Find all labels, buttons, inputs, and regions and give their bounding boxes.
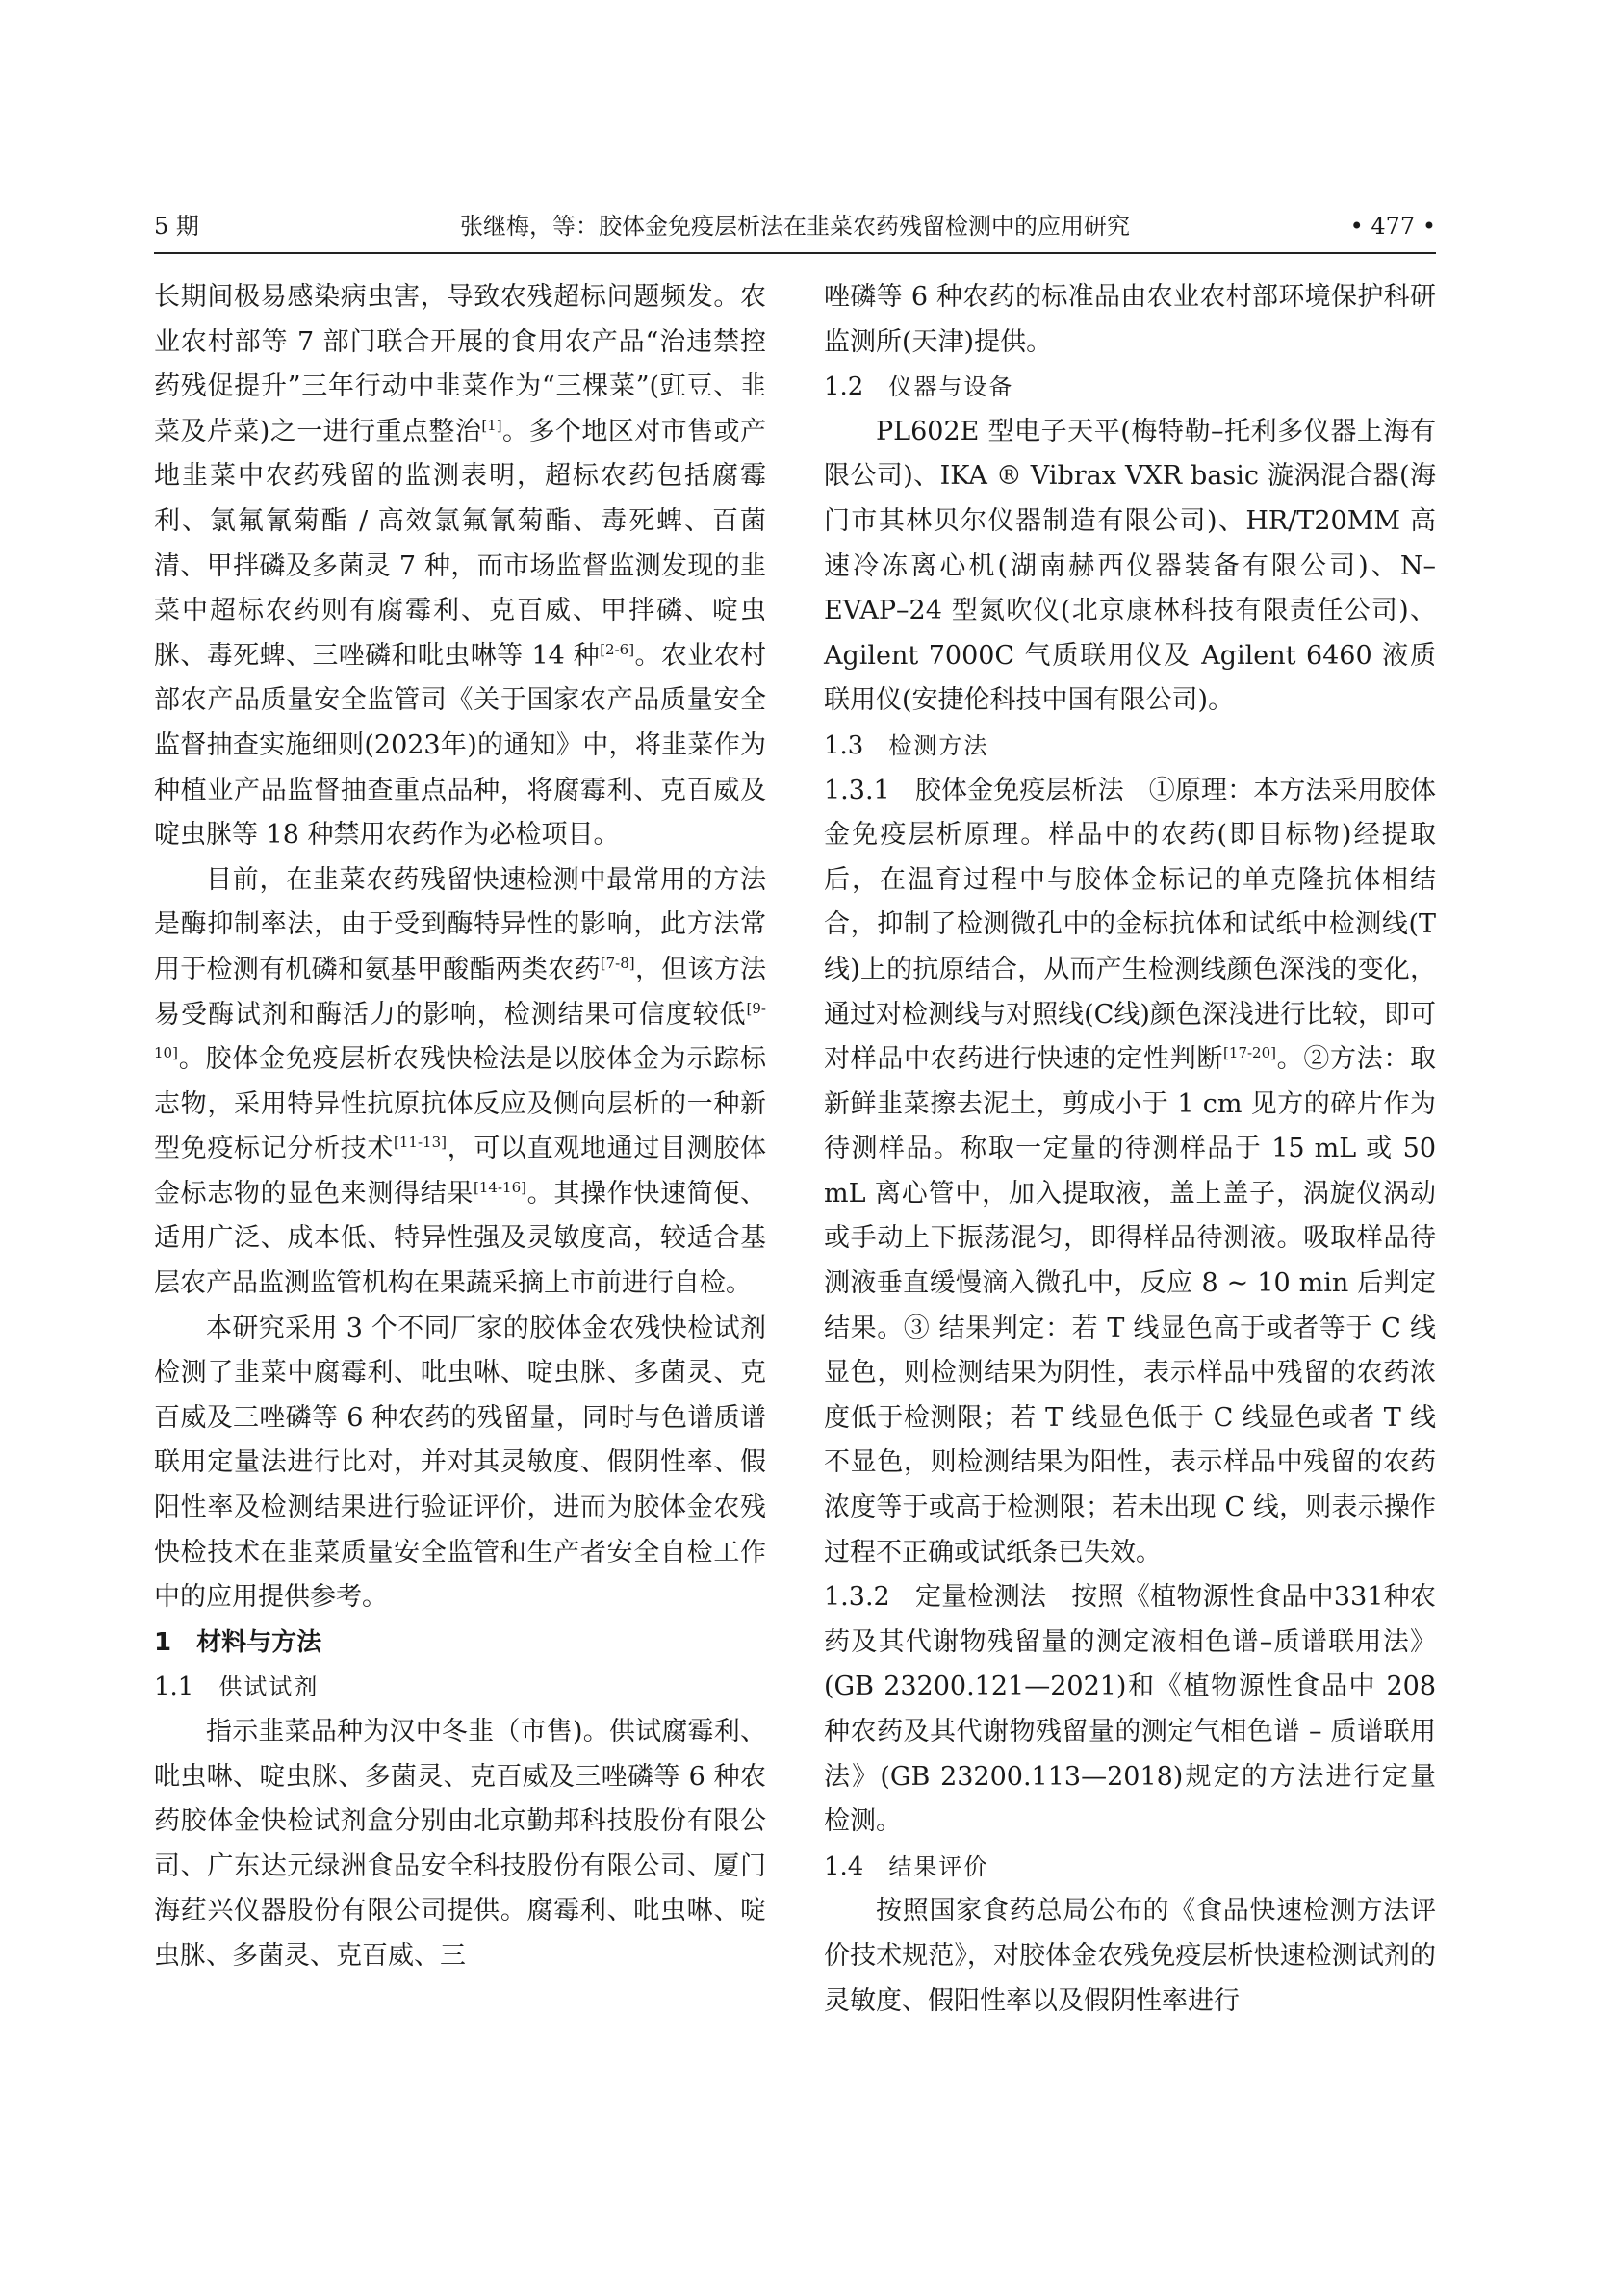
citation[interactable]: [14-16] [474, 1178, 526, 1196]
subsection-heading: 1.1 供试试剂 [154, 1672, 320, 1702]
page-number: • 477 • [1349, 213, 1436, 240]
section-heading: 1 材料与方法 [154, 1627, 322, 1657]
subsubsection-number: 1.3.1 [824, 775, 890, 805]
right-column [824, 275, 1436, 2024]
header-rule [154, 252, 1436, 254]
citation[interactable]: [9-10] [154, 999, 766, 1062]
subsubsection-number: 1.3.2 [824, 1582, 890, 1613]
paragraph: 目前，在韭菜农药残留快速检测中最常用的方法是酶抑制率法，由于受到酶特异性的影响，此方法常用于检测有机磷和氨基甲酸酯两类农药[7-8]，但该方法易受酶试剂和酶活力的影响，检测结果可信度较低[9-10]。胶体金免疫层析农残快检法是以胶体金为示踪标志物，采用特异性抗原抗体反应及侧向层析的一种新型免疫标记分析技术[11-13]，可以直观地通过目测胶体金标志物的显色来测得结果[14-16]。其操作快速简便、适用广泛、成本低、特异性强及灵敏度高，较适合基层农产品监测监管机构在果蔬采摘上市前进行自检。 [154, 864, 767, 1299]
paragraph: 1.3.2 定量检测法 按照《植物源性食品中331种农药及其代谢物残留量的测定液相色谱–质谱联用法》(GB 23200.121—2021)和《植物源性食品中 208 种农药及其代谢物残留量的测定气相色谱 – 质谱联用法》(GB 23200.113—2018)规定的方法进行定量检测。 [824, 1582, 1436, 1837]
citation[interactable]: [1] [481, 416, 502, 434]
subsection-heading: 1.3 检测方法 [824, 730, 989, 760]
subsubsection-title: 定量检测法 [914, 1582, 1047, 1613]
paragraph: 1.3.1 胶体金免疫层析法 ①原理：本方法采用胶体金免疫层析原理。样品中的农药(即目标物)经提取后，在温育过程中与胶体金标记的单克隆抗体相结合，抑制了检测微孔中的金标抗体和试纸中检测线(T线)上的抗原结合，从而产生检测线颜色深浅的变化，通过对检测线与对照线(C线)颜色深浅进行比较，即可对样品中农药进行快速的定性判断[17-20]。②方法：取新鲜韭菜擦去泥土，剪成小于 1 cm 见方的碎片作为待测样品。称取一定量的待测样品于 15 mL 或 50 mL 离心管中，加入提取液，盖上盖子，涡旋仪涡动或手动上下振荡混匀，即得样品待测液。吸取样品待测液垂直缓慢滴入微孔中，反应 8 ~ 10 min 后判定结果。③ 结果判定：若 T 线显色高于或者等于 C 线显色，则检测结果为阴性，表示样品中残留的农药浓度低于检测限；若 T 线显色低于 C 线显色或者 T 线不显色，则检测结果为阳性，表示样品中残留的农药浓度等于或高于检测限；若未出现 C 线，则表示操作过程不正确或试纸条已失效。 [824, 775, 1437, 1568]
paragraph: PL602E 型电子天平(梅特勒–托利多仪器上海有限公司)、IKA ® Vibrax VXR basic 漩涡混合器(海门市其林贝尔仪器制造有限公司)、HR/T20MM 高速冷冻离心机(湖南赫西仪器装备有限公司)、N–EVAP–24 型氮吹仪(北京康林科技有限责任公司)、Agilent 7000C 气质联用仪及 Agilent 6460 液质联用仪(安捷伦科技中国有限公司)。 [824, 416, 1436, 716]
left-column [154, 275, 766, 1979]
paragraph: 指示韭菜品种为汉中冬韭（市售)。供试腐霉利、吡虫啉、啶虫脒、多菌灵、克百威及三唑磷等 6 种农药胶体金快检试剂盒分别由北京勤邦科技股份有限公司、广东达元绿洲食品安全科技股份有限公司、厦门海荭兴仪器股份有限公司提供。腐霉利、吡虫啉、啶虫脒、多菌灵、克百威、三 [154, 1717, 766, 1971]
paragraph: 本研究采用 3 个不同厂家的胶体金农残快检试剂检测了韭菜中腐霉利、吡虫啉、啶虫脒、多菌灵、克百威及三唑磷等 6 种农药的残留量，同时与色谱质谱联用定量法进行比对，并对其灵敏度、假阴性率、假阳性率及检测结果进行验证评价，进而为胶体金农残快检技术在韭菜质量安全监管和生产者安全自检工作中的应用提供参考。 [154, 1313, 766, 1613]
citation[interactable]: [2-6] [600, 640, 635, 658]
issue-number: 5 期 [154, 213, 199, 240]
paragraph: 唑磷等 6 种农药的标准品由农业农村部环境保护科研监测所(天津)提供。 [824, 282, 1436, 357]
citation[interactable]: [11-13] [394, 1134, 447, 1152]
subsubsection-title: 胶体金免疫层析法 [914, 775, 1124, 805]
running-header [154, 204, 1436, 248]
paragraph: 长期间极易感染病虫害，导致农残超标问题频发。农业农村部等 7 部门联合开展的食用农产品“治违禁控药残促提升”三年行动中韭菜作为“三棵菜”(豇豆、韭菜及芹菜)之一进行重点整治[1]。多个地区对市售或产地韭菜中农药残留的监测表明，超标农药包括腐霉利、氯氟氰菊酯 / 高效氯氟氰菊酯、毒死蜱、百菌清、甲拌磷及多菌灵 7 种，而市场监督监测发现的韭菜中超标农药则有腐霉利、克百威、甲拌磷、啶虫脒、毒死蜱、三唑磷和吡虫啉等 14 种[2-6]。农业农村部农产品质量安全监管司《关于国家农产品质量安全监督抽查实施细则(2023年)的通知》中，将韭菜作为种植业产品监督抽查重点品种，将腐霉利、克百威及啶虫脒等 18 种禁用农药作为必检项目。 [154, 282, 767, 851]
citation[interactable]: [17-20] [1223, 1044, 1276, 1062]
running-title: 张继梅，等：胶体金免疫层析法在韭菜农药残留检测中的应用研究 [460, 213, 1130, 240]
subsection-heading: 1.2 仪器与设备 [824, 372, 1014, 402]
paragraph: 按照国家食药总局公布的《食品快速检测方法评价技术规范》，对胶体金农残免疫层析快速检测试剂的灵敏度、假阳性率以及假阴性率进行 [824, 1896, 1436, 2016]
citation[interactable]: [7-8] [600, 954, 635, 972]
subsection-heading: 1.4 结果评价 [824, 1851, 989, 1881]
